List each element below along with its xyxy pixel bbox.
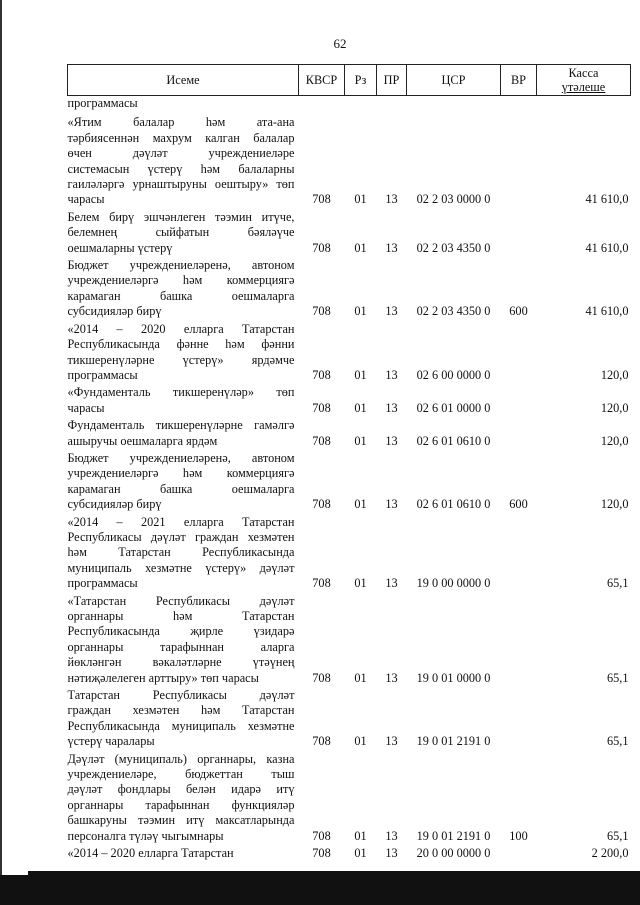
row-csr: 02 2 03 4350 0 <box>416 240 491 255</box>
row-name-line: оешмаларны үстерү <box>67 240 173 255</box>
row-csr: 19 0 00 0000 0 <box>416 576 491 591</box>
row-name <box>68 208 299 256</box>
row-name-line: «2014 – 2020 елларга Татарстан <box>67 321 295 336</box>
row-kvsr: 708 <box>312 828 331 843</box>
row-amount: 41 610,0 <box>585 240 629 255</box>
row-rz: 01 <box>354 497 367 512</box>
row-pr: 13 <box>385 846 398 861</box>
row-csr: 02 2 03 0000 0 <box>416 192 491 207</box>
row-rz: 01 <box>354 367 367 382</box>
row-kvsr: 708 <box>312 367 331 382</box>
row-pr <box>377 96 407 112</box>
row-rz: 01 <box>354 846 367 861</box>
row-amount <box>537 96 631 112</box>
row-name-line: өчен дәүләт учреждениеләре <box>67 146 295 161</box>
row-rz: 01 <box>354 433 367 448</box>
row-rz: 01 <box>354 670 367 685</box>
row-name-line: башкаруны тәэмин итү максатларында <box>67 813 295 828</box>
row-name-line: «Татарстан Республикасы дәүләт <box>67 593 295 608</box>
scan-left-edge <box>0 0 2 905</box>
row-name-line: Бюджет учреждениеләренә, автоном <box>67 450 295 465</box>
row-pr: 13 <box>385 367 398 382</box>
header-kvsr: КВСР <box>299 65 345 96</box>
table-row <box>68 686 631 750</box>
row-name-line: Бюджет учреждениеләренә, автоном <box>67 258 295 273</box>
row-name-line: Дәүләт (муниципаль) органнары, казна <box>67 751 295 766</box>
row-name <box>68 449 299 513</box>
header-csr: ЦСР <box>407 65 501 96</box>
table-row <box>68 208 631 256</box>
row-name-line: системасын үстерү һәм балаларны <box>67 161 295 176</box>
row-pr: 13 <box>385 576 398 591</box>
row-pr: 13 <box>385 734 398 749</box>
row-name-line: белемнең сыйфатын бәяләүче <box>67 225 295 240</box>
row-name-line: граждан хезмәтен һәм Татарстан <box>67 703 295 718</box>
row-rz: 01 <box>354 304 367 319</box>
row-kvsr: 708 <box>312 734 331 749</box>
row-name-line: йөкләнгән вәкаләтләрне үтәүнең <box>67 655 295 670</box>
row-name-line: дәүләт фондлары белән идарә итү <box>67 782 295 797</box>
row-kvsr: 708 <box>312 240 331 255</box>
row-pr: 13 <box>385 497 398 512</box>
row-name-line: ашыручы оешмаларга ярдәм <box>67 433 218 448</box>
row-name <box>68 383 299 416</box>
row-name <box>68 844 299 861</box>
row-name-line: карамаган башка оешмаларга <box>67 481 295 496</box>
row-vr <box>501 320 537 384</box>
row-csr: 02 6 01 0000 0 <box>416 400 491 415</box>
row-name-line: органнары тарафыннан функцияләр <box>67 797 295 812</box>
header-vr: ВР <box>501 65 537 96</box>
row-vr: 100 <box>509 828 528 843</box>
row-name-line: программасы <box>67 96 138 110</box>
row-name-line: программасы <box>67 576 138 591</box>
row-name-line: чарасы <box>67 192 105 207</box>
row-csr <box>407 96 501 112</box>
row-amount: 41 610,0 <box>585 192 629 207</box>
row-csr: 19 0 01 2191 0 <box>416 734 491 749</box>
row-name-line: персоналга түләү чыгымнары <box>67 828 224 843</box>
row-pr: 13 <box>385 828 398 843</box>
header-kassa-line2: үтәлеше <box>561 80 606 94</box>
table-row <box>68 592 631 686</box>
row-vr <box>501 513 537 592</box>
row-amount: 120,0 <box>600 433 629 448</box>
row-name-line: Республикасында фәнне һәм фәнни <box>67 337 295 352</box>
row-rz <box>345 96 377 112</box>
row-rz: 01 <box>354 192 367 207</box>
table-row <box>68 383 631 416</box>
row-name-line: органнары һәм Татарстан <box>67 609 295 623</box>
row-rz: 01 <box>354 734 367 749</box>
row-vr <box>501 208 537 256</box>
row-csr: 02 6 01 0610 0 <box>416 433 491 448</box>
row-rz: 01 <box>354 240 367 255</box>
row-name <box>68 256 299 320</box>
row-amount: 41 610,0 <box>585 304 629 319</box>
row-csr: 02 2 03 4350 0 <box>416 304 491 319</box>
table-body <box>68 96 631 862</box>
row-pr: 13 <box>385 192 398 207</box>
row-name-line: «2014 – 2020 елларга Татарстан <box>67 846 234 861</box>
row-kvsr: 708 <box>312 497 331 512</box>
table-row <box>68 449 631 513</box>
row-pr: 13 <box>385 433 398 448</box>
row-pr: 13 <box>385 400 398 415</box>
row-name-line: тәрбиясеннән махрум калган балалар <box>67 130 295 145</box>
row-name-line: Фундаменталь тикшеренүләрне гамәлгә <box>67 418 295 433</box>
row-name-line: нәтиҗәлелеген арттыру» төп чарасы <box>67 670 259 685</box>
row-rz: 01 <box>354 576 367 591</box>
row-name <box>68 96 299 112</box>
row-vr <box>501 96 537 112</box>
row-name <box>68 111 299 207</box>
row-vr: 600 <box>509 497 528 512</box>
row-pr: 13 <box>385 240 398 255</box>
row-name <box>68 416 299 449</box>
header-name: Исеме <box>68 65 299 96</box>
row-name-line: субсидияләр бирү <box>67 497 162 512</box>
table-row <box>68 256 631 320</box>
row-vr <box>501 844 537 861</box>
row-name-line: карамаган башка оешмаларга <box>67 288 295 303</box>
row-name-line: учреждениеләре, бюджеттан тыш <box>67 767 295 782</box>
budget-table <box>67 64 631 862</box>
header-pr: ПР <box>377 65 407 96</box>
row-name-line: үстерү чаралары <box>67 734 155 749</box>
row-rz: 01 <box>354 828 367 843</box>
scan-border-bottom <box>0 875 640 905</box>
row-amount: 120,0 <box>600 367 629 382</box>
row-csr: 02 6 01 0610 0 <box>416 497 491 512</box>
table-row <box>68 844 631 861</box>
row-name-line: «Ятим балалар һәм ата-ана <box>67 115 295 130</box>
row-name-line: учреждениеләргә һәм коммерциягә <box>67 466 295 481</box>
header-rz: Рз <box>345 65 377 96</box>
row-name-line: учреждениеләргә һәм коммерциягә <box>67 273 295 288</box>
row-csr: 20 0 00 0000 0 <box>416 846 491 861</box>
row-name-line: «Фундаменталь тикшеренүләр» төп <box>67 385 295 400</box>
row-csr: 19 0 01 0000 0 <box>416 670 491 685</box>
table-row <box>68 96 631 112</box>
row-name <box>68 320 299 384</box>
row-kvsr <box>299 96 345 112</box>
row-kvsr: 708 <box>312 192 331 207</box>
table-row <box>68 416 631 449</box>
row-name-line: чарасы <box>67 400 105 415</box>
row-amount: 65,1 <box>606 576 629 591</box>
row-amount: 65,1 <box>606 670 629 685</box>
row-amount: 65,1 <box>606 828 629 843</box>
row-name-line: субсидияләр бирү <box>67 304 162 319</box>
row-vr <box>501 416 537 449</box>
row-vr <box>501 383 537 416</box>
row-name-line: «2014 – 2021 елларга Татарстан <box>67 514 295 529</box>
row-rz: 01 <box>354 400 367 415</box>
row-name-line: Белем бирү эшчәнлеген тәэмин итүче, <box>67 209 295 224</box>
table-row <box>68 513 631 592</box>
row-vr <box>501 686 537 750</box>
row-pr: 13 <box>385 670 398 685</box>
row-csr: 19 0 01 2191 0 <box>416 828 491 843</box>
row-amount: 2 200,0 <box>591 846 629 861</box>
row-kvsr: 708 <box>312 304 331 319</box>
row-name-line: гаиләләргә урнаштыруны оештыру» төп <box>67 177 295 192</box>
row-kvsr: 708 <box>312 670 331 685</box>
row-amount: 120,0 <box>600 400 629 415</box>
row-name-line: Республикасында муниципаль хезмәтне <box>67 718 295 733</box>
row-kvsr: 708 <box>312 433 331 448</box>
row-name <box>68 592 299 686</box>
row-csr: 02 6 00 0000 0 <box>416 367 491 382</box>
row-kvsr: 708 <box>312 846 331 861</box>
row-name-line: программасы <box>67 367 138 382</box>
table-row <box>68 750 631 844</box>
row-name <box>68 686 299 750</box>
row-pr: 13 <box>385 304 398 319</box>
row-vr <box>501 111 537 207</box>
row-amount: 65,1 <box>606 734 629 749</box>
row-name-line: һәм Татарстан Республикасында <box>67 545 295 560</box>
header-kassa-line1: Касса <box>568 66 599 80</box>
row-name-line: органнары тарафыннан аларга <box>67 639 295 654</box>
table-row <box>68 320 631 384</box>
row-vr: 600 <box>509 304 528 319</box>
row-kvsr: 708 <box>312 576 331 591</box>
table-row <box>68 111 631 207</box>
row-name-line: Татарстан Республикасы дәүләт <box>67 688 295 703</box>
row-name-line: тикшеренүләрне үстерү» ярдәмче <box>67 352 295 367</box>
row-kvsr: 708 <box>312 400 331 415</box>
row-name <box>68 513 299 592</box>
row-name-line: муниципаль хезмәтне үстерү» дәүләт <box>67 560 295 575</box>
row-amount: 120,0 <box>600 497 629 512</box>
row-name-line: Республикасында җирле үзидарә <box>67 624 295 639</box>
row-name-line: Республикасы дәүләт граждан хезмәтен <box>67 529 295 544</box>
table-header <box>68 65 631 96</box>
page-number: 62 <box>333 36 347 51</box>
header-kassa <box>537 65 631 96</box>
row-vr <box>501 592 537 686</box>
row-name <box>68 750 299 844</box>
